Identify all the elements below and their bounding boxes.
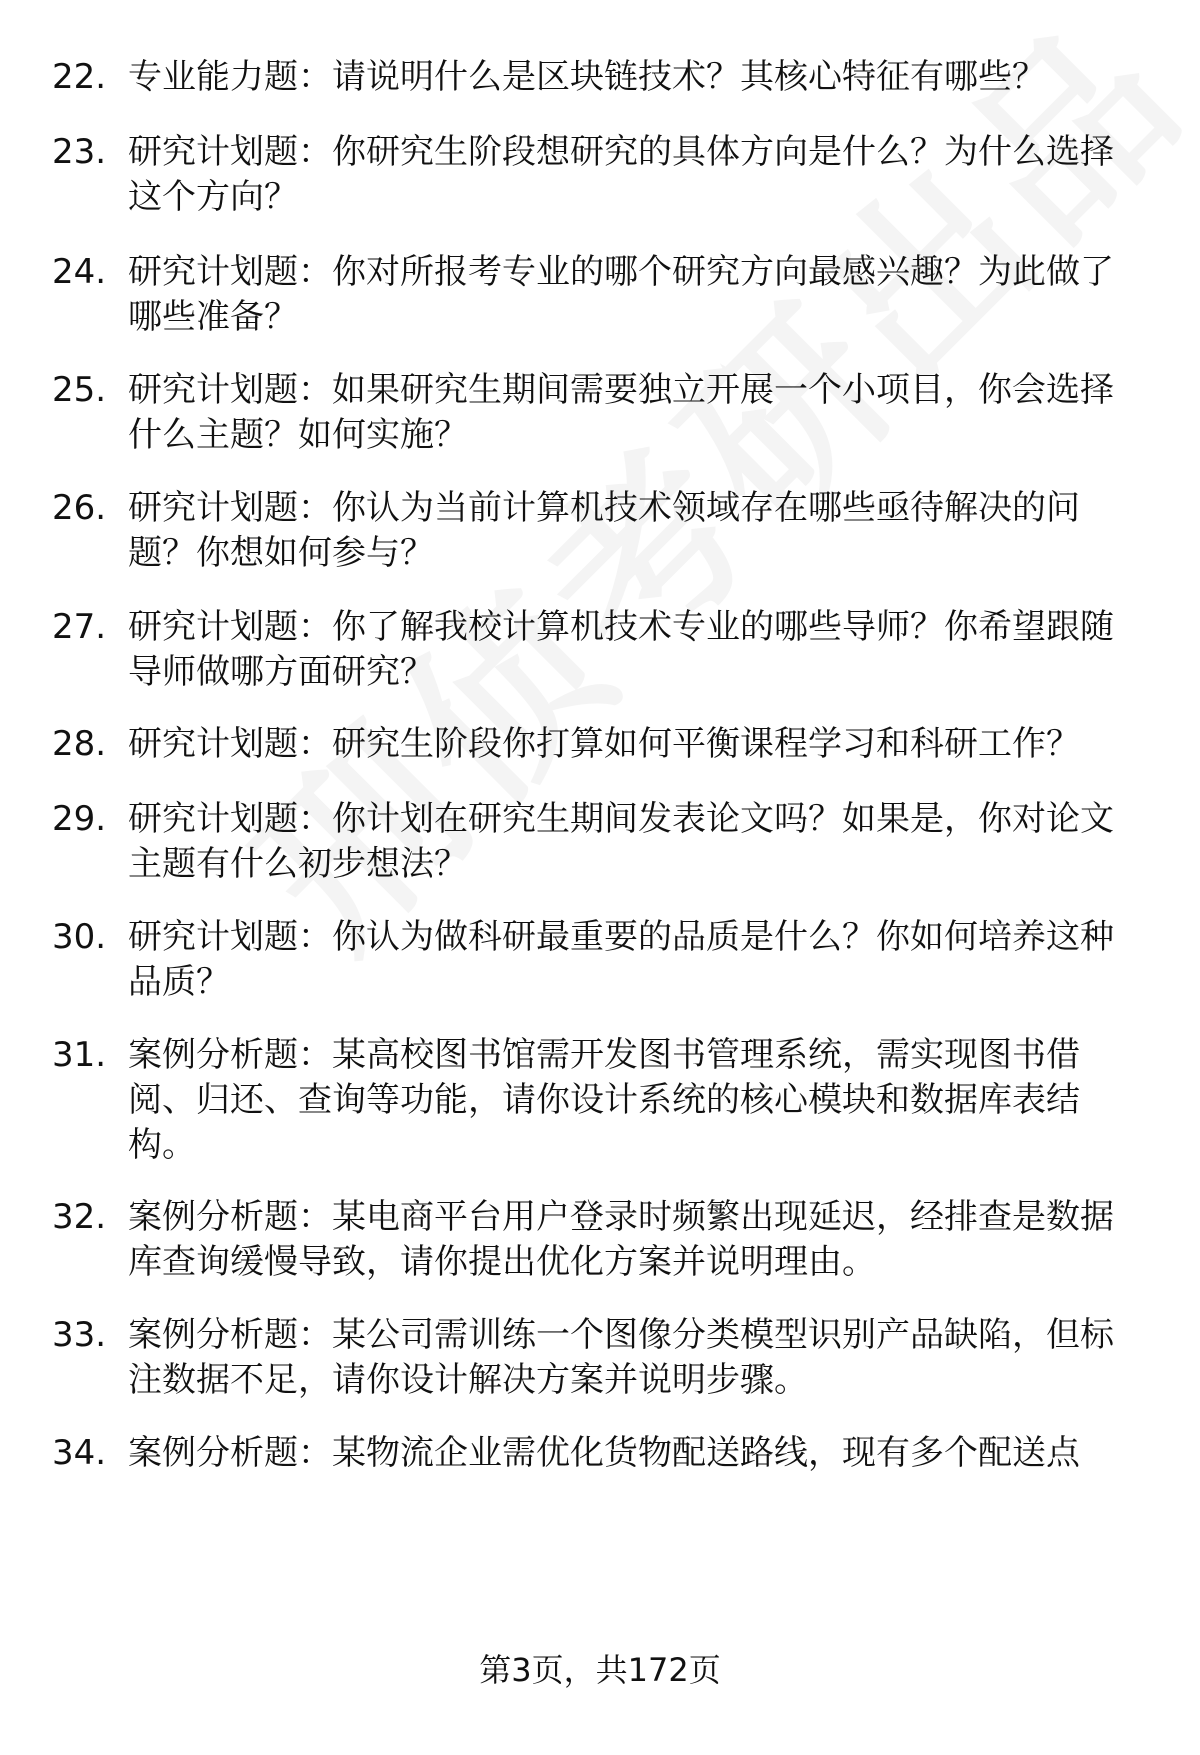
question-number: 25. (52, 370, 107, 410)
question-number: 30. (52, 917, 107, 957)
question-text: 研究计划题：你认为当前计算机技术领域存在哪些亟待解决的问题？你想如何参与？ (128, 488, 1080, 573)
question-text: 案例分析题：某物流企业需优化货物配送路线，现有多个配送点 (128, 1433, 1080, 1473)
question-text: 研究计划题：你计划在研究生期间发表论文吗？如果是，你对论文主题有什么初步想法？ (128, 799, 1114, 884)
question-number: 28. (52, 724, 107, 764)
question-text: 研究计划题：如果研究生期间需要独立开展一个小项目，你会选择什么主题？如何实施？ (128, 370, 1114, 455)
question-number: 26. (52, 488, 107, 528)
question-text: 案例分析题：某高校图书馆需开发图书管理系统，需实现图书借阅、归还、查询等功能，请你设计系统的核心模块和数据库表结构。 (128, 1035, 1080, 1165)
page-number-footer: 第3页，共172页 (479, 1651, 721, 1689)
question-number: 29. (52, 799, 107, 839)
question-text: 专业能力题：请说明什么是区块链技术？其核心特征有哪些？ (128, 57, 1046, 97)
question-text: 研究计划题：你认为做科研最重要的品质是什么？你如何培养这种品质？ (128, 917, 1114, 1002)
question-number: 32. (52, 1197, 107, 1237)
question-text: 研究计划题：研究生阶段你打算如何平衡课程学习和科研工作？ (128, 724, 1080, 764)
question-number: 34. (52, 1433, 107, 1473)
question-number: 33. (52, 1315, 107, 1355)
question-text: 研究计划题：你了解我校计算机技术专业的哪些导师？你希望跟随导师做哪方面研究？ (128, 607, 1114, 692)
question-text: 研究计划题：你对所报考专业的哪个研究方向最感兴趣？为此做了哪些准备？ (128, 252, 1114, 337)
question-text: 案例分析题：某电商平台用户登录时频繁出现延迟，经排查是数据库查询缓慢导致，请你提出优化方案并说明理由。 (128, 1197, 1114, 1282)
question-number: 22. (52, 57, 107, 97)
question-text: 研究计划题：你研究生阶段想研究的具体方向是什么？为什么选择这个方向？ (128, 132, 1114, 217)
question-number: 27. (52, 607, 107, 647)
question-text: 案例分析题：某公司需训练一个图像分类模型识别产品缺陷，但标注数据不足，请你设计解决方案并说明步骤。 (128, 1315, 1114, 1400)
question-number: 23. (52, 132, 107, 172)
question-number: 31. (52, 1035, 107, 1075)
question-number: 24. (52, 252, 107, 292)
